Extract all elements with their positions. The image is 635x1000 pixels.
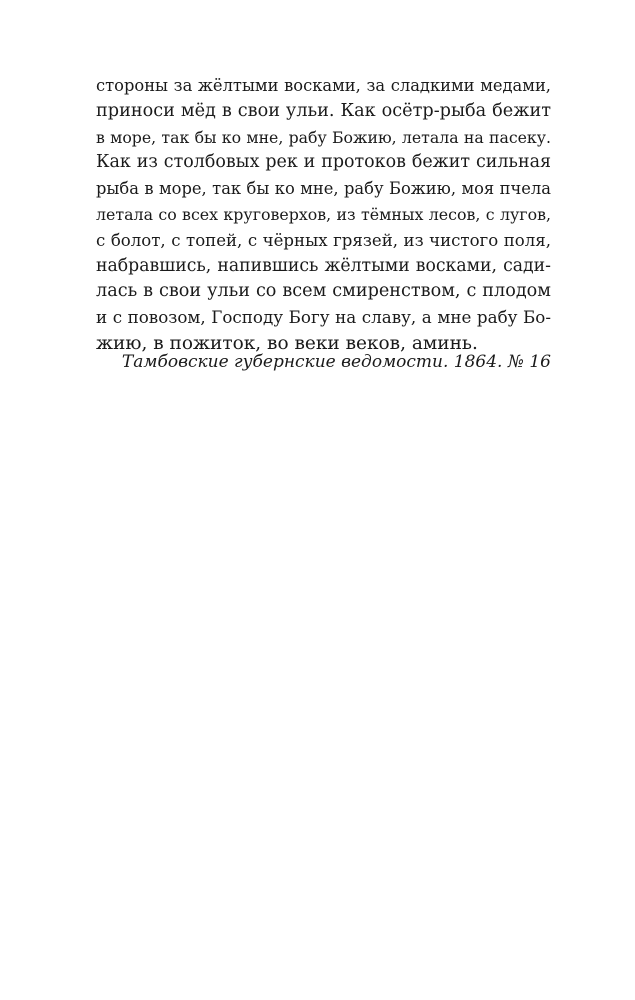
text-line: приноси мёд в свои ульи. Как осётр-рыба бежит [96, 100, 551, 121]
text-line: стороны за жёлтыми восками, за сладкими медами, [96, 76, 551, 95]
text-line: рыба в море, так бы ко мне, рабу Божию, моя пчела [96, 179, 551, 199]
text-line: набравшись, напившись жёлтыми восками, сади- [96, 255, 551, 276]
text-line: летала со всех круговерхов, из тёмных лесов, с лугов, [96, 204, 551, 224]
text-line: лась в свои ульи со всем смиренством, с плодом [96, 281, 551, 302]
text-line: жию, в пожиток, во веки веков, аминь. [96, 332, 478, 354]
source-citation: Тамбовские губернские ведомости. 1864. № 16 [121, 352, 551, 372]
text-line: и с повозом, Господу Богу на славу, а мне рабу Бо- [96, 307, 551, 328]
text-line: с болот, с топей, с чёрных грязей, из чистого поля, [96, 230, 551, 250]
body-text [96, 73, 551, 357]
text-line: Как из столбовых рек и протоков бежит сильная [96, 152, 551, 173]
text-line: в море, так бы ко мне, рабу Божию, летала на пасеку. [96, 127, 551, 147]
